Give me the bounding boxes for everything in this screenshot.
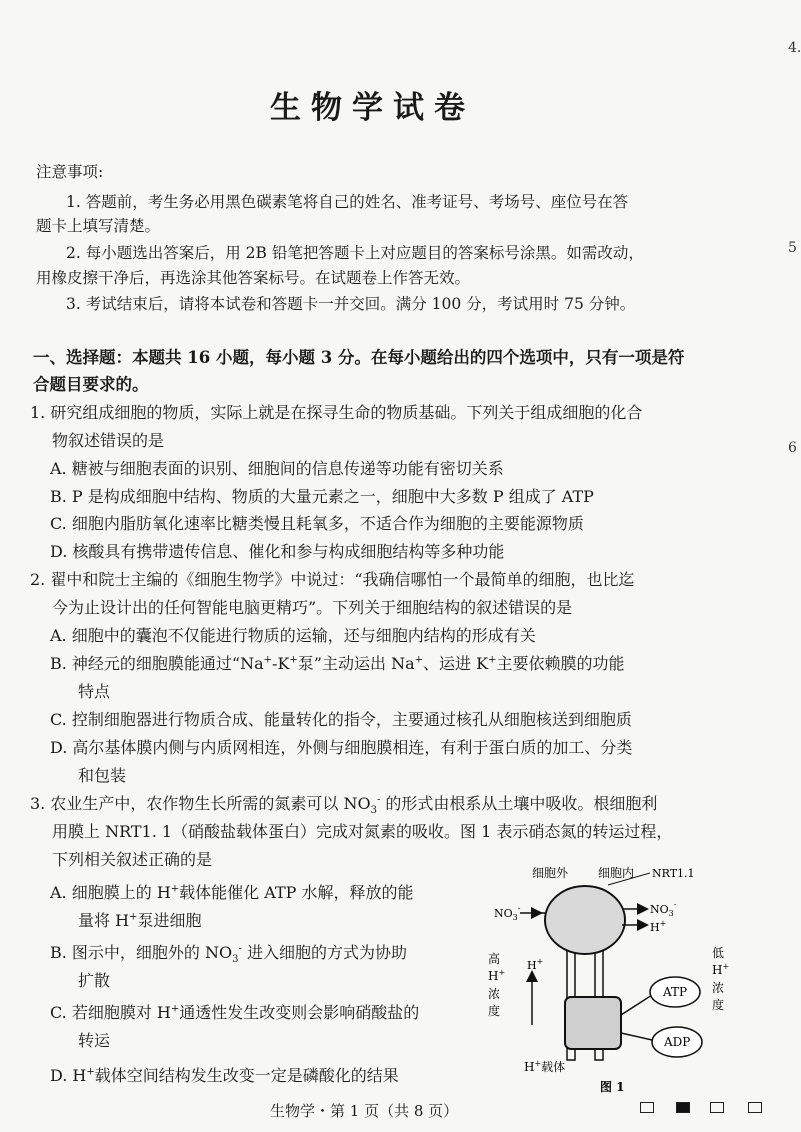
question-1-option-b: B. P 是构成细胞中结构、物质的大量元素之一，细胞中大多数 P 组成了 ATP — [50, 487, 594, 506]
marker-square — [640, 1102, 654, 1113]
label-high-4: 度 — [488, 1004, 501, 1018]
adp-link — [621, 1033, 652, 1040]
question-1-stem: 1. 研究组成细胞的物质，实际上就是在探寻生命的物质基础。下列关于组成细胞的化合 — [30, 403, 643, 422]
question-2-stem-cont: 今为止设计出的任何智能电脑更精巧”。下列关于细胞结构的叙述错误的是 — [52, 598, 573, 617]
label-nrt: NRT1.1 — [652, 867, 695, 880]
question-2-option-d: D. 高尔基体膜内侧与内质网相连，外侧与细胞膜相连，有利于蛋白质的加工、分类 — [50, 738, 633, 757]
marker-square — [710, 1102, 724, 1113]
question-3-option-b: B. 图示中，细胞外的 $NO_3^-$ 进入细胞的方式为协助 — [50, 943, 407, 966]
label-high-2: H+ — [488, 968, 506, 983]
page-title: 生物学试卷 — [270, 90, 475, 126]
notice-item-2-cont: 用橡皮擦干净后，再选涂其他答案标号。在试题卷上作答无效。 — [36, 269, 471, 287]
label-outside: 细胞外 — [532, 866, 569, 880]
label-inside: 细胞内 — [598, 866, 635, 880]
label-no3-outside: $NO_3^-$ — [494, 904, 521, 922]
question-3-stem-cont2: 下列相关叙述正确的是 — [52, 850, 213, 869]
margin-number: 5 — [788, 240, 797, 256]
question-1-option-c: C. 细胞内脂肪氧化速率比糖类慢且耗氧多，不适合作为细胞的主要能源物质 — [50, 514, 584, 533]
figure-caption: 图 1 — [600, 1080, 625, 1094]
question-2-option-b-cont: 特点 — [78, 682, 111, 701]
notice-item-1-cont: 题卡上填写清楚。 — [36, 217, 161, 235]
question-3-option-c-cont: 转运 — [78, 1031, 111, 1050]
label-h-inside: H+ — [650, 919, 667, 934]
label-adp: ADP — [664, 1035, 691, 1049]
question-3-stem: 3. 农业生产中，农作物生长所需的氮素可以 $NO_3^-$ 的形式由根系从土壤中吸收。根细胞利 — [30, 794, 658, 817]
label-low-4: 度 — [712, 998, 725, 1012]
margin-number: 6 — [788, 440, 797, 456]
label-h-arrow: H+ — [527, 957, 544, 972]
label-low-3: 浓 — [712, 981, 725, 995]
marker-square-filled — [676, 1102, 690, 1113]
section-header: 一、选择题：本题共 16 小题，每小题 3 分。在每小题给出的四个选项中，只有一项是符 — [33, 348, 685, 367]
question-2-option-d-cont: 和包装 — [78, 766, 127, 785]
label-high-3: 浓 — [488, 987, 501, 1001]
question-3-stem-cont: 用膜上 NRT1. 1（硝酸盐载体蛋白）完成对氮素的吸收。图 1 表示硝态氮的转运过程， — [52, 822, 673, 841]
marker-square — [748, 1102, 762, 1113]
label-no3-inside: $NO_3^-$ — [650, 900, 677, 918]
question-2-stem: 2. 翟中和院士主编的《细胞生物学》中说过：“我确信哪怕一个最简单的细胞，也比迄 — [30, 570, 635, 589]
margin-number: 4. — [788, 40, 801, 56]
notice-item-2: 2. 每小题选出答案后，用 2B 铅笔把答题卡上对应题目的答案标号涂黑。如需改动， — [66, 244, 644, 262]
question-3-option-d: D. H+载体空间结构发生改变一定是磷酸化的结果 — [50, 1066, 399, 1085]
nrt-transporter-shape — [545, 886, 625, 954]
question-1-stem-cont: 物叙述错误的是 — [52, 431, 165, 450]
label-atp: ATP — [663, 985, 688, 999]
label-low-1: 低 — [712, 946, 725, 960]
question-1-option-a: A. 糖被与细胞表面的识别、细胞间的信息传递等功能有密切关系 — [50, 459, 504, 478]
notice-item-1: 1. 答题前，考生务必用黑色碳素笔将自己的姓名、准考证号、考场号、座位号在答 — [66, 193, 629, 211]
label-h-carrier: H+载体 — [524, 1059, 566, 1074]
atp-link — [621, 995, 652, 1015]
page-footer: 生物学・第 1 页（共 8 页） — [270, 1102, 459, 1120]
question-2-option-c: C. 控制细胞器进行物质合成、能量转化的指令，主要通过核孔从细胞核送到细胞质 — [50, 710, 632, 729]
label-low-2: H+ — [712, 962, 730, 977]
question-3-option-a-cont: 量将 H+泵进细胞 — [78, 911, 202, 930]
question-3-option-a: A. 细胞膜上的 H+载体能催化 ATP 水解，释放的能 — [50, 883, 414, 902]
section-header-cont: 合题目要求的。 — [33, 375, 149, 394]
notice-heading: 注意事项: — [36, 163, 104, 181]
question-2-option-a: A. 细胞中的囊泡不仅能进行物质的运输，还与细胞内结构的形成有关 — [50, 626, 536, 645]
question-3-option-b-cont: 扩散 — [78, 971, 111, 990]
question-2-option-b: B. 神经元的细胞膜能通过“Na+-K+泵”主动运出 Na+、运进 K+主要依赖膜的功能 — [50, 654, 625, 673]
figure-1-diagram — [480, 865, 740, 1095]
label-high-1: 高 — [488, 952, 501, 966]
notice-item-3: 3. 考试结束后，请将本试卷和答题卡一并交回。满分 100 分，考试用时 75 分钟。 — [66, 295, 636, 313]
h-carrier-shape — [565, 997, 621, 1049]
question-3-option-c: C. 若细胞膜对 H+通透性发生改变则会影响硝酸盐的 — [50, 1003, 420, 1022]
question-1-option-d: D. 核酸具有携带遗传信息、催化和参与构成细胞结构等多种功能 — [50, 542, 505, 561]
